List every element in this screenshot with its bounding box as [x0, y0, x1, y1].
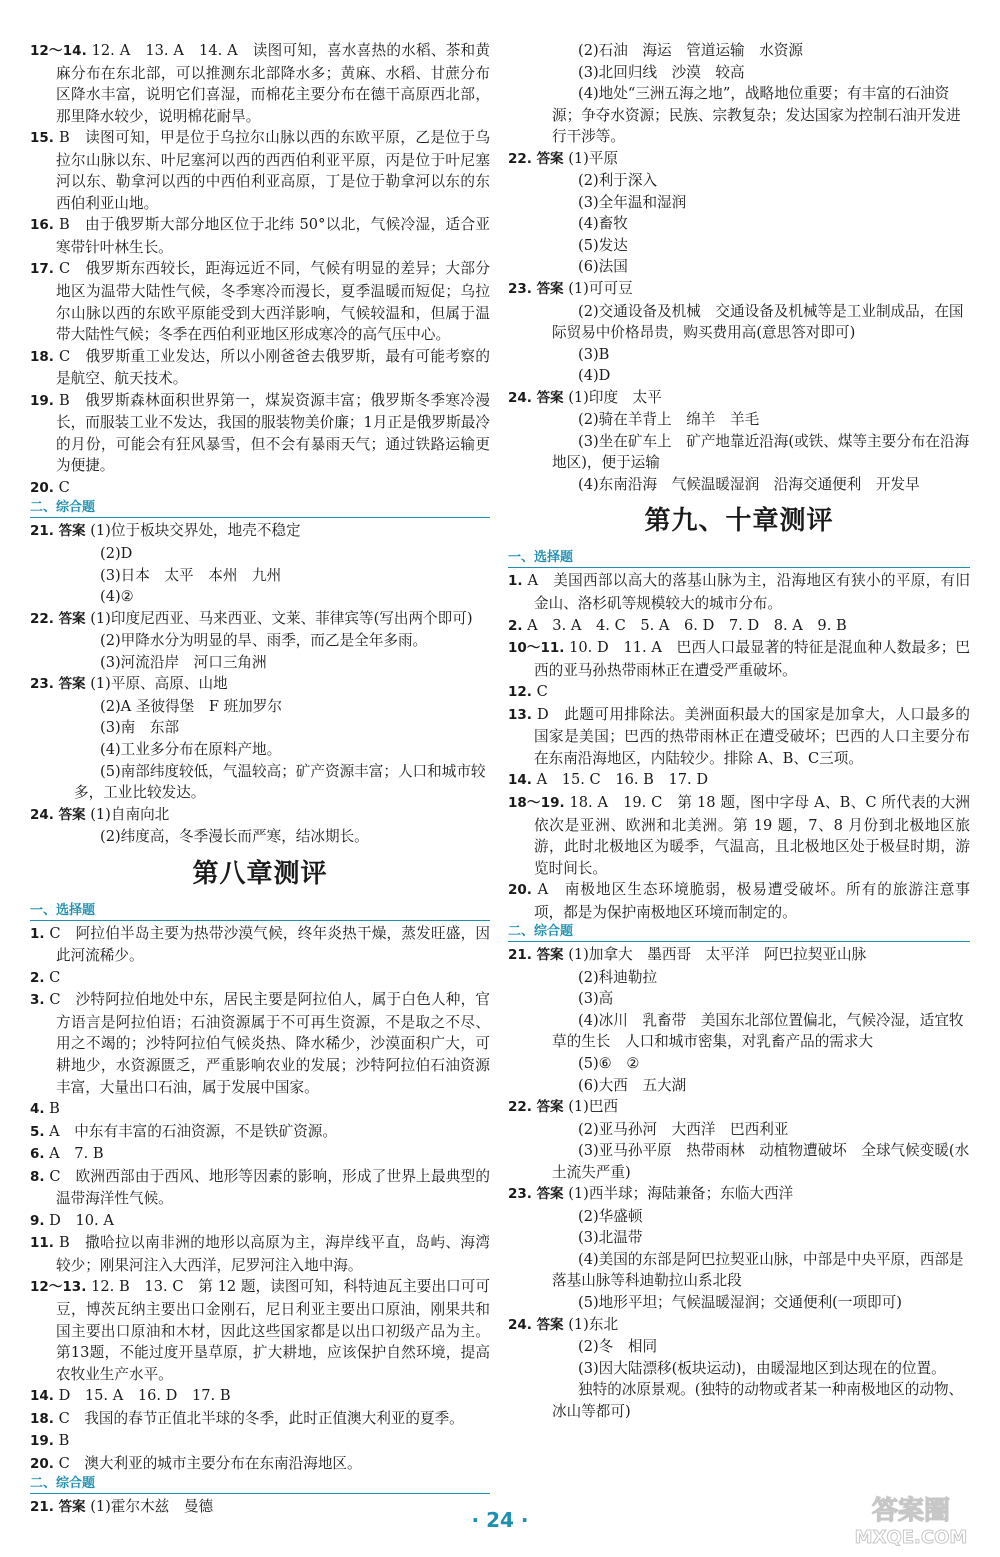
- item-number: 12.: [508, 684, 532, 701]
- answer-label: 答案: [58, 676, 86, 693]
- answer-sub: (2)D: [100, 545, 133, 563]
- item-text: B 读图可知，甲是位于乌拉尔山脉以西的东欧平原，乙是位于乌拉尔山脉以东、叶尼塞河以西的西西伯利亚平原，丙是位于叶尼塞河以东、勒拿河以西的中西伯利亚高原，丁是位于勒拿河以东的东西伯利亚山地。: [56, 129, 490, 212]
- item-number: 2.: [30, 969, 45, 986]
- answer-item: [30, 1453, 490, 1476]
- item-number: 9.: [30, 1212, 45, 1229]
- answer-first: (1)位于板块交界处，地壳不稳定: [90, 522, 301, 540]
- question-answer: [508, 944, 970, 967]
- item-number: 1.: [508, 573, 523, 590]
- section-heading-comprehensive: 二、综合题: [30, 499, 490, 518]
- item-text: C 俄罗斯重工业发达，所以小刚爸爸去俄罗斯，最有可能考察的是航空、航天技术。: [56, 347, 491, 388]
- answer-item: [30, 1408, 490, 1431]
- answer-first: (1)东北: [568, 1315, 619, 1333]
- item-text: 12. B 13. C 第 12 题，读图可知，科特迪瓦主要出口可可豆，博茨瓦纳主要出口金刚石，尼日利亚主要出口原油，刚果共和国主要出口原油和木材，因此这些国家都是以出口初级产品为主。第13题，不能过度开垦草原，扩大耕地，应该保护自然环境，提高农牧业生产水平。: [56, 1278, 491, 1383]
- item-text: B 由于俄罗斯大部分地区位于北纬 50°以北，气候冷湿，适合亚寒带针叶林生长。: [56, 216, 491, 256]
- answer-sub: (2)科迪勒拉: [578, 968, 658, 986]
- answer-sub: (2)交通设备及机械 交通设备及机械等是工业制成品，在国际贸易中价格昂贵，购买费用高(意思答对即可): [552, 302, 964, 342]
- item-number: 15.: [30, 130, 54, 147]
- answer-label: 答案: [58, 806, 86, 823]
- item-text: 18. A 19. C 第 18 题，图中字母 A、B、C 所代表的大洲依次是亚洲、欧洲和北美洲。第 19 题，7、8 月份到北极地区旅游，此时北极地区为暖季，气温高，且北极地区处于极昼时期，游览时间长。: [534, 793, 970, 877]
- answer-first: (1)印度尼西亚、马来西亚、文莱、菲律宾等(写出两个即可): [90, 609, 473, 627]
- answer-sub: (2)纬度高，冬季漫长而严寒，结冰期长。: [100, 828, 369, 846]
- answer-sub: (4)冰川 乳畜带 美国东北部位置偏北，气候冷湿，适宜牧草的生长 人口和城市密集，对乳畜产品的需求大: [552, 1011, 964, 1051]
- answer-item: [30, 1232, 490, 1276]
- answer-item: [30, 1121, 490, 1144]
- item-text: C 沙特阿拉伯地处中东，居民主要是阿拉伯人，属于白色人种，官方语言是阿拉伯语；石油资源属于不可再生资源，不是取之不尽、用之不竭的；沙特阿拉伯气候炎热、降水稀少，沙漠面积广大，可耕地少，水资源匮乏，严重影响农业的发展；沙特阿拉伯石油资源丰富，大量出口石油，属于发展中国家。: [49, 991, 491, 1096]
- answer-item: [508, 615, 970, 638]
- answer-label: 答案: [536, 389, 564, 406]
- chapter-8-answer-list: [30, 923, 490, 1476]
- item-number: 2.: [508, 617, 523, 634]
- answer-sub: (2)A 圣彼得堡 F 班加罗尔: [100, 697, 282, 715]
- answer-sub: (6)大西 五大湖: [578, 1076, 687, 1094]
- answer-label: 答案: [536, 1316, 564, 1333]
- answer-sub: (3)坐在矿车上 矿产地靠近沿海(或铁、煤等主要分布在沿海地区)，便于运输: [552, 432, 970, 472]
- item-text: B 撒哈拉以南非洲的地形以高原为主，海岸线平直，岛屿、海湾较少；刚果河注入大西洋，尼罗河注入地中海。: [56, 1234, 490, 1274]
- answer-label: 答案: [536, 947, 564, 964]
- item-number: 12～13.: [30, 1279, 87, 1296]
- item-text: A 南极地区生态环境脆弱，极易遭受破坏。所有的旅游注意事项，都是为保护南极地区环境而制定的。: [534, 881, 970, 921]
- answer-sub: (2)利于深入: [578, 172, 658, 190]
- answer-sub: (3)亚马孙平原 热带雨林 动植物遭破坏 全球气候变暖(水土流失严重): [552, 1142, 970, 1181]
- answer-item: [30, 1210, 490, 1233]
- answer-item: [30, 1098, 490, 1121]
- answer-sub: (2)骑在羊背上 绵羊 羊毛: [578, 411, 760, 429]
- answer-sub: (4)东南沿海 气候温暖湿润 沿海交通便利 开发早: [578, 475, 920, 493]
- answer-first: (1)自南向北: [90, 805, 170, 823]
- answer-item: [30, 967, 490, 990]
- answer-label: 答案: [536, 281, 564, 298]
- answer-item: [30, 989, 490, 1098]
- answer-sub: (4)地处“三洲五海之地”，战略地位重要；有丰富的石油资源；争夺水资源；民族、宗教复杂；发达国家为控制石油开发进行干涉等。: [552, 85, 961, 146]
- answer-item: [30, 1430, 490, 1453]
- answer-item: [508, 704, 970, 770]
- answer-item: [508, 792, 970, 879]
- answer-sub: (2)冬 相同: [578, 1338, 658, 1356]
- chapter-8-title: 第八章测评: [192, 858, 328, 889]
- answer-item: [508, 570, 970, 614]
- item-text: C 欧洲西部由于西风、地形等因素的影响，形成了世界上最典型的温带海洋性气候。: [49, 1167, 491, 1208]
- answer-item: [30, 390, 490, 477]
- answer-label: 答案: [58, 610, 86, 627]
- left-column: [30, 40, 490, 1519]
- answer-sub: (5)南部纬度较低，气温较高；矿产资源丰富；人口和城市较多，工业比较发达。: [74, 762, 486, 802]
- question-number: 22.: [508, 150, 532, 167]
- item-number: 13.: [508, 706, 532, 723]
- answer-sub: (3)南 东部: [100, 719, 180, 737]
- answer-sub: (3)北温带: [578, 1229, 643, 1247]
- item-number: 19.: [30, 392, 54, 409]
- answer-item: [508, 637, 970, 681]
- answer-item: [30, 214, 490, 258]
- answer-sub: (5)地形平坦；气候温暖湿润；交通便利(一项即可): [578, 1293, 902, 1311]
- answer-item: [508, 769, 970, 792]
- question-number: 22.: [30, 610, 54, 627]
- section-heading-choice: 一、选择题: [30, 902, 490, 921]
- section-heading-choice-right: 一、选择题: [508, 549, 970, 568]
- answer-sub: (2)亚马孙河 大西洋 巴西利亚: [578, 1120, 789, 1138]
- question-number: 23.: [508, 1186, 532, 1203]
- item-text: 10. D 11. A 巴西人口最显著的特征是混血种人数最多；巴西的亚马孙热带雨林正在遭受严重破坏。: [534, 639, 971, 679]
- item-number: 20.: [30, 479, 54, 496]
- item-text: C: [58, 478, 70, 496]
- item-number: 18.: [30, 1410, 54, 1427]
- answer-sub: (3)北回归线 沙漠 较高: [578, 63, 745, 81]
- answer-item: [30, 258, 490, 345]
- question-number: 21.: [508, 947, 532, 964]
- watermark-line1: 答案圈: [871, 1496, 951, 1526]
- item-text: D 此题可用排除法。美洲面积最大的国家是加拿大，人口最多的国家是美国；巴西的热带雨林正在遭受破坏；巴西的人口主要分布在东南沿海地区，内陆较少。排除 A、B、C三项。: [534, 705, 970, 767]
- answer-sub: (3)B: [578, 345, 610, 363]
- item-text: D 10. A: [49, 1211, 114, 1229]
- answer-first: (1)巴西: [568, 1098, 619, 1116]
- question-answer: [508, 148, 970, 171]
- answer-sub: (6)法国: [578, 258, 628, 276]
- item-number: 11.: [30, 1235, 54, 1252]
- answer-first: (1)印度 太平: [568, 388, 662, 406]
- answer-label: 答案: [536, 1186, 564, 1203]
- question-answer: [30, 804, 490, 827]
- left-answer-list: [30, 40, 490, 499]
- item-text: C 澳大利亚的城市主要分布在东南沿海地区。: [58, 1454, 362, 1472]
- item-number: 17.: [30, 261, 54, 278]
- question-number: 21.: [30, 1499, 54, 1516]
- page-number: · 24 ·: [471, 1508, 529, 1532]
- item-text: B: [58, 1432, 70, 1450]
- question-number: 24.: [508, 389, 532, 406]
- question-answer: [508, 278, 970, 301]
- question-number: 22.: [508, 1099, 532, 1116]
- right-continued-answers: [508, 40, 970, 148]
- item-number: 18.: [30, 348, 54, 365]
- item-text: C 俄罗斯东西较长，距海远近不同，气候有明显的差异；大部分地区为温带大陆性气候，冬季寒冷而漫长，夏季温暖而短促；乌拉尔山脉以西的东欧平原能受到大西洋影响，气候较温和，但属于温带大陆性气候；冬季在西伯利亚地区形成寒冷的高气压中心。: [56, 260, 491, 344]
- item-number: 3.: [30, 992, 45, 1009]
- question-number: 24.: [508, 1316, 532, 1333]
- item-number: 20.: [508, 882, 532, 899]
- item-number: 18～19.: [508, 794, 565, 811]
- question-number: 21.: [30, 523, 54, 540]
- answer-sub: (4)畜牧: [578, 215, 628, 233]
- chapter-9-10-comprehensive-answers: [508, 944, 970, 1422]
- question-answer: [508, 1183, 970, 1206]
- item-text: A 美国西部以高大的落基山脉为主，沿海地区有狭小的平原，有旧金山、洛杉矶等规模较大的城市分布。: [527, 572, 971, 613]
- answer-sub: (3)因大陆漂移(板块运动)，由暖湿地区到达现在的位置。: [578, 1359, 946, 1377]
- answer-sub: (3)高: [578, 990, 614, 1008]
- answer-sub: 独特的冰原景观。(独特的动物或者某一种南极地区的动物、冰山等都可): [552, 1381, 964, 1420]
- question-answer: [30, 673, 490, 696]
- item-number: 14.: [508, 772, 532, 789]
- answer-label: 答案: [536, 150, 564, 167]
- question-answer: [30, 608, 490, 631]
- answer-sub: (3)全年温和湿润: [578, 193, 687, 211]
- answer-sub: (4)②: [100, 588, 134, 606]
- question-answer: [508, 387, 970, 410]
- answer-first: (1)霍尔木兹 曼德: [90, 1498, 214, 1516]
- answer-first: (1)西半球；海陆兼备；东临大西洋: [568, 1185, 794, 1203]
- item-text: A 3. A 4. C 5. A 6. D 7. D 8. A 9. B: [527, 616, 847, 634]
- item-text: A 15. C 16. B 17. D: [536, 771, 709, 789]
- answer-item: [508, 681, 970, 704]
- answer-first: (1)可可豆: [568, 280, 633, 298]
- item-number: 12～14.: [30, 43, 87, 59]
- right-column: [508, 40, 970, 1422]
- answer-label: 答案: [58, 523, 86, 540]
- answer-item: [30, 127, 490, 214]
- watermark-logo: [836, 1489, 986, 1549]
- item-number: 5.: [30, 1123, 45, 1140]
- item-text: A 7. B: [49, 1145, 104, 1163]
- answer-label: 答案: [58, 1499, 86, 1516]
- question-number: 23.: [508, 281, 532, 298]
- item-number: 16.: [30, 217, 54, 234]
- answer-first: (1)平原、高原、山地: [90, 675, 228, 693]
- answer-item: [30, 40, 490, 127]
- answer-item: [30, 1385, 490, 1408]
- answer-sub: (4)D: [578, 367, 611, 385]
- section-heading-comprehensive-right: 二、综合题: [508, 923, 970, 942]
- question-number: 23.: [30, 676, 54, 693]
- left-comprehensive-answers: [30, 520, 490, 847]
- item-number: 10～11.: [508, 640, 565, 657]
- answer-sub: (5)⑥ ②: [578, 1054, 640, 1072]
- answer-first: (1)平原: [568, 149, 619, 167]
- item-text: A 中东有丰富的石油资源，不是铁矿资源。: [49, 1122, 337, 1140]
- question-answer: [508, 1096, 970, 1119]
- item-number: 1.: [30, 925, 45, 942]
- item-number: 8.: [30, 1168, 45, 1185]
- item-text: C: [49, 968, 61, 986]
- item-number: 14.: [30, 1388, 54, 1405]
- item-text: C 阿拉伯半岛主要为热带沙漠气候，终年炎热干燥，蒸发旺盛，因此河流稀少。: [49, 924, 491, 965]
- item-text: B: [49, 1100, 60, 1118]
- answer-label: 答案: [536, 1099, 564, 1116]
- question-answer: [30, 520, 490, 543]
- answer-sub: (3)日本 太平 本州 九州: [100, 566, 282, 584]
- item-text: D 15. A 16. D 17. B: [58, 1387, 231, 1405]
- item-text: C 我国的春节正值北半球的冬季，此时正值澳大利亚的夏季。: [58, 1409, 464, 1427]
- item-number: 19.: [30, 1433, 54, 1450]
- watermark-line2: MXQE.COM: [854, 1527, 968, 1548]
- answer-item: [30, 923, 490, 967]
- answer-sub: (4)美国的东部是阿巴拉契亚山脉，中部是中央平原，西部是落基山脉等科迪勒拉山系北段: [552, 1250, 964, 1290]
- section-heading-comprehensive-2: 二、综合题: [30, 1475, 490, 1494]
- answer-item: [30, 346, 490, 390]
- item-text: B 俄罗斯森林面积世界第一，煤炭资源丰富；俄罗斯冬季寒冷漫长，而服装工业不发达，我国的服装物美价廉；1月正是俄罗斯最冷的月份，可能会有狂风暴雪，但不会有暴雨天气；通过铁路运输更为便捷。: [56, 391, 490, 475]
- item-text: 12. A 13. A 14. A 读图可知，喜水喜热的水稻、茶和黄麻分布在东北部，可以推测东北部降水多；黄麻、水稻、甘蔗分布区降水丰富，说明它们喜湿，而棉花主要分布在德干高原西北部，那里降水较少，说明棉花耐旱。: [56, 42, 490, 125]
- answer-first: (1)加拿大 墨西哥 太平洋 阿巴拉契亚山脉: [568, 946, 867, 964]
- question-answer: [508, 1314, 970, 1337]
- answer-sub: (5)发达: [578, 236, 628, 254]
- answer-item: [30, 1166, 490, 1210]
- item-number: 20.: [30, 1455, 54, 1472]
- answer-item: [30, 477, 490, 500]
- question-number: 24.: [30, 806, 54, 823]
- answer-sub: (4)工业多分布在原料产地。: [100, 740, 282, 758]
- chapter-9-10-answer-list: [508, 570, 970, 923]
- answer-sub: (2)华盛顿: [578, 1207, 643, 1225]
- item-text: C: [536, 683, 548, 701]
- answer-sub: (3)河流沿岸 河口三角洲: [100, 653, 267, 671]
- right-comprehensive-answers: [508, 148, 970, 496]
- answer-item: [508, 879, 970, 923]
- chapter-9-10-title: 第九、十章测评: [644, 506, 834, 537]
- item-number: 6.: [30, 1146, 45, 1163]
- answer-sub: (2)甲降水分为明显的旱、雨季，而乙是全年多雨。: [100, 632, 428, 650]
- item-number: 4.: [30, 1101, 45, 1118]
- answer-sub: (2)石油 海运 管道运输 水资源: [578, 42, 803, 59]
- answer-item: [30, 1143, 490, 1166]
- answer-item: [30, 1276, 490, 1385]
